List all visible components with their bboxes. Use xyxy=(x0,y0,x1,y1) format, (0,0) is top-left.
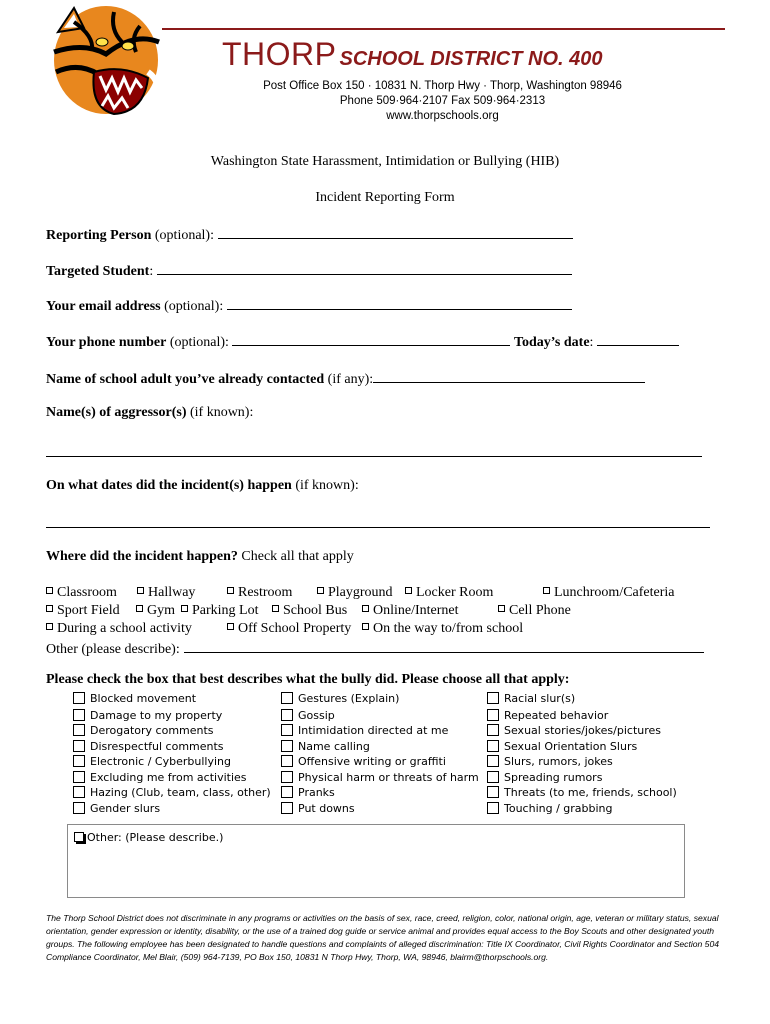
behavior-option-label: Derogatory comments xyxy=(90,724,214,737)
checkbox-icon xyxy=(73,740,85,752)
behavior-hazing[interactable] xyxy=(73,786,271,799)
dates-field xyxy=(46,478,359,494)
behavior-option-label: Intimidation directed at me xyxy=(298,724,449,737)
phone-label: Your phone number xyxy=(46,335,167,350)
location-option-label: Lunchroom/Cafeteria xyxy=(554,585,675,600)
behavior-repeated[interactable] xyxy=(487,709,608,722)
behavior-question xyxy=(46,672,569,688)
checkbox-icon xyxy=(73,802,85,814)
location-option-lunchroom[interactable] xyxy=(543,585,675,601)
targeted-student-input[interactable] xyxy=(157,262,572,275)
checkbox-icon xyxy=(362,623,369,630)
checkbox-icon xyxy=(272,605,279,612)
behavior-option-label: Hazing (Club, team, class, other) xyxy=(90,786,271,799)
district-title xyxy=(222,38,603,70)
checkbox-icon xyxy=(487,724,499,736)
checkbox-icon xyxy=(281,771,293,783)
behavior-option-label: Gestures (Explain) xyxy=(298,692,400,705)
behavior-disrespectful-comments[interactable] xyxy=(73,740,224,753)
behavior-option-label: Spreading rumors xyxy=(504,771,603,784)
reporting-person-label: Reporting Person xyxy=(46,228,152,243)
tiger-mascot-icon xyxy=(44,2,166,122)
checkbox-icon xyxy=(487,755,499,767)
checkbox-icon xyxy=(317,587,324,594)
school-adult-label: Name of school adult you’ve already contacted xyxy=(46,372,325,387)
location-other-field xyxy=(46,640,704,658)
email-note: (optional): xyxy=(160,299,227,314)
location-option-playground[interactable] xyxy=(317,585,393,601)
location-option-label: On the way to/from school xyxy=(373,621,524,636)
location-option-cell-phone[interactable] xyxy=(498,603,571,619)
reporting-person-input[interactable] xyxy=(218,226,573,239)
behavior-other-option[interactable] xyxy=(74,831,223,844)
district-name-rest: SCHOOL DISTRICT NO. 400 xyxy=(339,48,603,70)
checkbox-icon xyxy=(73,786,85,798)
checkbox-icon xyxy=(227,587,234,594)
checkbox-icon xyxy=(46,623,53,630)
behavior-option-label: Damage to my property xyxy=(90,709,223,722)
checkbox-icon xyxy=(281,786,293,798)
behavior-option-label: Slurs, rumors, jokes xyxy=(504,755,613,768)
location-question xyxy=(46,549,354,565)
phone-input[interactable] xyxy=(232,333,510,346)
district-website: www.thorpschools.org xyxy=(386,110,499,122)
checkbox-icon xyxy=(137,587,144,594)
checkbox-icon xyxy=(281,802,293,814)
date-note: : xyxy=(589,335,597,350)
behavior-gossip[interactable] xyxy=(281,709,335,722)
location-option-label: Online/Internet xyxy=(373,603,459,618)
behavior-label: Please check the box that best describes what the bully did. Please choose all that apply: xyxy=(46,672,570,687)
behavior-blocked-movement[interactable] xyxy=(73,692,196,705)
behavior-option-label: Pranks xyxy=(298,786,335,799)
email-field xyxy=(46,297,572,315)
checkbox-icon xyxy=(46,587,53,594)
checkbox-icon xyxy=(46,605,53,612)
checkbox-icon xyxy=(281,709,293,721)
checkbox-icon xyxy=(181,605,188,612)
behavior-sexual-stories[interactable] xyxy=(487,724,661,737)
location-option-online[interactable] xyxy=(362,603,459,619)
location-option-parking-lot[interactable] xyxy=(181,603,259,619)
behavior-option-label: Disrespectful comments xyxy=(90,740,224,753)
behavior-option-label: Name calling xyxy=(298,740,370,753)
targeted-student-note: : xyxy=(149,264,157,279)
location-option-label: Gym xyxy=(147,603,175,618)
phone-date-field xyxy=(46,333,679,351)
behavior-option-label: Repeated behavior xyxy=(504,709,609,722)
reporting-person-note: (optional): xyxy=(151,228,218,243)
behavior-option-label: Blocked movement xyxy=(90,692,197,705)
location-option-label: Cell Phone xyxy=(509,603,571,618)
location-option-label: Sport Field xyxy=(57,603,120,618)
checkbox-icon xyxy=(487,692,499,704)
behavior-option-label: Sexual stories/jokes/pictures xyxy=(504,724,662,737)
location-option-label: During a school activity xyxy=(57,621,192,636)
behavior-option-label: Electronic / Cyberbullying xyxy=(90,755,231,768)
checkbox-icon xyxy=(281,724,293,736)
checkbox-icon xyxy=(281,692,293,704)
location-option-school-activity[interactable] xyxy=(46,621,192,637)
behavior-option-label: Racial slur(s) xyxy=(504,692,576,705)
aggressors-label: Name(s) of aggressor(s) xyxy=(46,405,187,420)
dates-label: On what dates did the incident(s) happen xyxy=(46,478,292,493)
location-option-label: Playground xyxy=(328,585,393,600)
date-input[interactable] xyxy=(597,333,679,346)
checkbox-icon xyxy=(73,755,85,767)
location-option-label: Parking Lot xyxy=(192,603,259,618)
behavior-threats[interactable] xyxy=(487,786,677,799)
behavior-option-label: Threats (to me, friends, school) xyxy=(504,786,677,799)
checkbox-icon xyxy=(498,605,505,612)
behavior-orientation-slurs[interactable] xyxy=(487,740,637,753)
checkbox-icon xyxy=(487,786,499,798)
location-option-label: School Bus xyxy=(283,603,348,618)
letterhead-rule xyxy=(162,28,725,30)
checkbox-icon xyxy=(405,587,412,594)
checkbox-icon xyxy=(227,623,234,630)
location-option-label: Off School Property xyxy=(238,621,352,636)
location-option-label: Hallway xyxy=(148,585,196,600)
checkbox-icon xyxy=(74,832,84,842)
behavior-option-label: Sexual Orientation Slurs xyxy=(504,740,638,753)
behavior-option-label: Offensive writing or graffiti xyxy=(298,755,446,768)
behavior-derogatory-comments[interactable] xyxy=(73,724,214,737)
behavior-cyberbullying[interactable] xyxy=(73,755,231,768)
location-option-classroom[interactable] xyxy=(46,585,117,601)
behavior-option-label: Put downs xyxy=(298,802,355,815)
location-option-way-to-school[interactable] xyxy=(362,621,523,637)
checkbox-icon xyxy=(487,740,499,752)
school-adult-note: (if any): xyxy=(324,372,374,387)
checkbox-icon xyxy=(362,605,369,612)
behavior-racial-slurs[interactable] xyxy=(487,692,575,705)
email-input[interactable] xyxy=(227,297,572,310)
behavior-touching[interactable] xyxy=(487,802,613,815)
checkbox-icon xyxy=(487,802,499,814)
behavior-offensive-writing[interactable] xyxy=(281,755,446,768)
checkbox-icon xyxy=(487,709,499,721)
phone-note: (optional): xyxy=(166,335,233,350)
location-option-hallway[interactable] xyxy=(137,585,195,601)
location-other-label: Other (please describe): xyxy=(46,642,180,657)
district-phone: Phone 509·964·2107 Fax 509·964·2313 xyxy=(339,95,546,107)
checkbox-icon xyxy=(281,740,293,752)
school-adult-input[interactable] xyxy=(373,370,645,383)
district-name-thorp: THORP xyxy=(222,36,337,72)
location-option-gym[interactable] xyxy=(136,603,175,619)
behavior-physical-harm[interactable] xyxy=(281,771,479,784)
checkbox-icon xyxy=(543,587,550,594)
checkbox-icon xyxy=(73,692,85,704)
location-option-label: Restroom xyxy=(238,585,293,600)
location-option-restroom[interactable] xyxy=(227,585,292,601)
behavior-put-downs[interactable] xyxy=(281,802,355,815)
dates-note: (if known): xyxy=(291,478,359,493)
checkbox-icon xyxy=(281,755,293,767)
behavior-spreading-rumors[interactable] xyxy=(487,771,602,784)
checkbox-icon xyxy=(136,605,143,612)
behavior-option-label: Physical harm or threats of harm xyxy=(298,771,479,784)
behavior-excluding[interactable] xyxy=(73,771,247,784)
targeted-student-field xyxy=(46,262,572,280)
location-other-input[interactable] xyxy=(184,640,704,653)
behavior-option-label: Gender slurs xyxy=(90,802,161,815)
behavior-name-calling[interactable] xyxy=(281,740,370,753)
form-subheading: Incident Reporting Form xyxy=(315,190,455,205)
location-option-label: Locker Room xyxy=(416,585,494,600)
location-option-off-property[interactable] xyxy=(227,621,351,637)
behavior-other-label: Other: (Please describe.) xyxy=(87,831,224,844)
aggressors-input[interactable] xyxy=(46,456,702,457)
date-label: Today’s date xyxy=(513,335,590,350)
targeted-student-label: Targeted Student xyxy=(46,264,150,279)
behavior-option-label: Excluding me from activities xyxy=(90,771,247,784)
email-label: Your email address xyxy=(46,299,161,314)
behavior-gender-slurs[interactable] xyxy=(73,802,160,815)
behavior-option-label: Touching / grabbing xyxy=(504,802,613,815)
location-option-school-bus[interactable] xyxy=(272,603,347,619)
reporting-person-field xyxy=(46,226,573,244)
behavior-gestures[interactable] xyxy=(281,692,399,705)
school-adult-field xyxy=(46,370,645,388)
behavior-intimidation[interactable] xyxy=(281,724,448,737)
behavior-slurs-rumors[interactable] xyxy=(487,755,613,768)
checkbox-icon xyxy=(487,771,499,783)
checkbox-icon xyxy=(73,709,85,721)
nondiscrimination-notice: The Thorp School District does not discriminate in any programs or activities on the basis of sex, race, creed, religion, color, national origin, age, veteran or military status, sexual orientation, gender expression or identity, disability, or the use of a trained dog guide or service animal and provides equal access to the Boy Scouts and other designated youth groups. The following employee has been designated to handle questions and complaints of alleged discrimination: Title IX Coordinator, Civil Rights Coordinator and Section 504 Compliance Coordinator, Mel Blair, (509) 964-7139, PO Box 150, 10831 N Thorp Hwy, Thorp, WA, 98946, blairm@thorpschools.org. xyxy=(46,913,720,962)
aggressors-note: (if known): xyxy=(186,405,254,420)
dates-input[interactable] xyxy=(46,527,710,528)
behavior-option-label: Gossip xyxy=(298,709,335,722)
behavior-pranks[interactable] xyxy=(281,786,335,799)
behavior-property-damage[interactable] xyxy=(73,709,222,722)
location-option-sport-field[interactable] xyxy=(46,603,120,619)
district-address: Post Office Box 150 · 10831 N. Thorp Hwy · Thorp, Washington 98946 xyxy=(263,80,622,92)
location-label: Where did the incident happen? xyxy=(46,549,238,564)
location-option-label: Classroom xyxy=(57,585,117,600)
aggressors-field xyxy=(46,405,253,421)
form-heading: Washington State Harassment, Intimidation or Bullying (HIB) xyxy=(210,154,560,169)
checkbox-icon xyxy=(73,724,85,736)
location-note: Check all that apply xyxy=(237,549,354,564)
checkbox-icon xyxy=(73,771,85,783)
location-option-locker-room[interactable] xyxy=(405,585,493,601)
